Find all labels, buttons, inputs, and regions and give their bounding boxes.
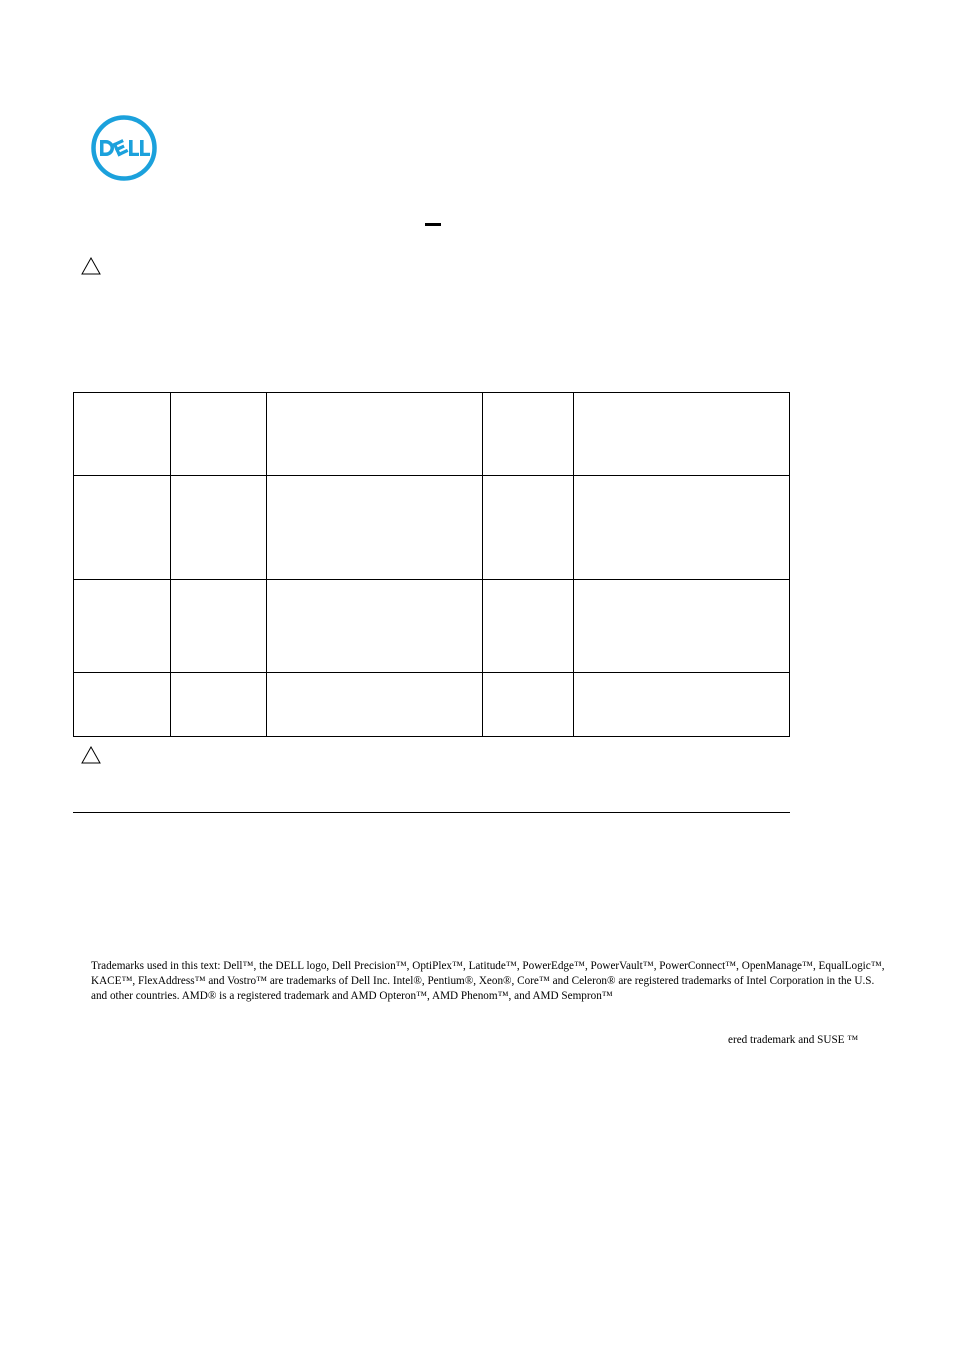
table-cell (574, 476, 790, 580)
table-row (74, 673, 790, 737)
info-table (73, 392, 790, 737)
table-cell (171, 580, 267, 673)
table-cell (574, 580, 790, 673)
table-cell (574, 673, 790, 737)
table-row (74, 580, 790, 673)
table-cell (171, 393, 267, 476)
title-dash (425, 223, 441, 226)
table-cell (74, 580, 171, 673)
caution-icon (81, 746, 101, 764)
table-cell (267, 393, 483, 476)
table-cell (171, 476, 267, 580)
table-cell (267, 673, 483, 737)
divider (73, 812, 790, 813)
table-cell (483, 476, 574, 580)
table-cell (267, 476, 483, 580)
table-cell (574, 393, 790, 476)
dell-logo (90, 114, 158, 182)
trademarks-notice: Trademarks used in this text: Dell™, the DELL logo, Dell Precision™, OptiPlex™, Latitude™, PowerEdge™, PowerVault™, PowerConnect™, OpenManage™, EqualLogic™, KACE™, FlexAddress™ and Vostro™ are trademarks of Dell Inc. Intel®, Pentium®, Xeon®, Core™ and Celeron® are registered trademarks of Intel Corporation in the U.S. and other countries. AMD® is a registered trademark and AMD Opteron™, AMD Phenom™, and AMD Sempron™ (91, 960, 885, 1002)
table-row (74, 476, 790, 580)
table-row (74, 393, 790, 476)
table-cell (267, 580, 483, 673)
table-cell (483, 393, 574, 476)
table-cell (74, 673, 171, 737)
table-cell (483, 580, 574, 673)
table-cell (74, 476, 171, 580)
table-cell (483, 673, 574, 737)
trademarks-notice-fragment: ered trademark and SUSE ™ (728, 1034, 859, 1046)
table-cell (74, 393, 171, 476)
caution-icon (81, 257, 101, 275)
table-cell (171, 673, 267, 737)
